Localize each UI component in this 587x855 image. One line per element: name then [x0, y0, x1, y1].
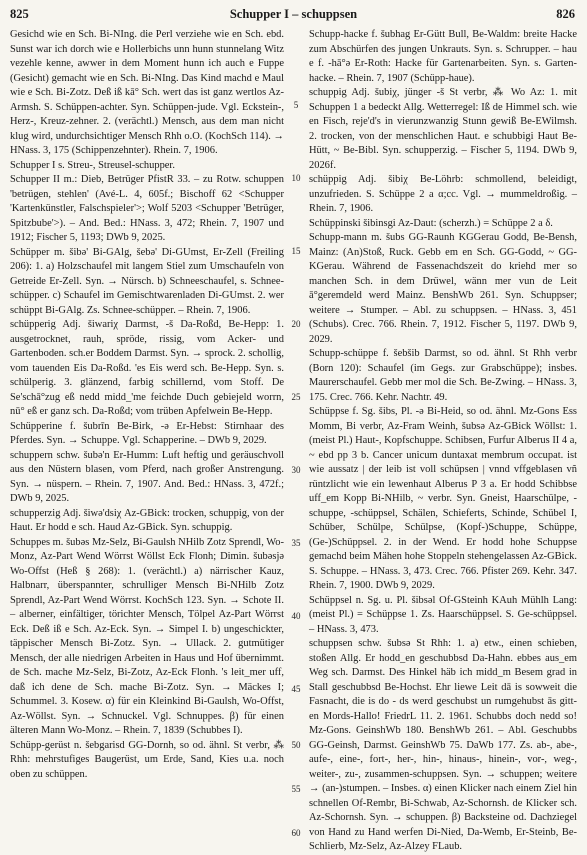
entry-paragraph: schupperzig Adj. šiwǝ'dsiχ Az-GBick: trocken, schuppig, von der Haut. Er hodd e sch. Haud Az-GBick. Syn. schuppig.	[10, 507, 284, 533]
line-number: 20	[291, 319, 301, 329]
line-number: 5	[293, 100, 299, 110]
entry-paragraph: Gesichd wie en Sch. Bi-NIng. die Perl verziehe wie en Sch. ebd. Sunst war ich dorch wie e Hollerbichs unn hunn stunnelang Witz vezehle kenne, awwer in dem Moment hunn ich auch e Fuppe (Gesicht) gemacht wie en Sch. Bi-NIng. Das Kind machd e Maul wie e Sch. Bi-Zotz. Deß iß kā° Sch. wert das ist ganz wertlos Az-Armsh. S. Schüppen-achter. Syn. Schüppen-jude. Vgl. Eckstein-, Herz-, Kreuz-zehner. 2. (verächtl.) Mensch, aus dem man nicht klug wird, undurchsichtiger Mensch Rhh o.O. (KochSch 114). → HNass. 3, 175 (Schippenzehnter). Rhein. 7, 1906.	[10, 29, 284, 156]
line-number-gutter	[287, 0, 305, 855]
line-number: 55	[291, 784, 301, 794]
entry-paragraph: Schupper I s. Streu-, Streusel-schupper.	[10, 159, 175, 171]
page-number-right: 826	[556, 7, 575, 21]
entry-paragraph: schüppig Adj. šibiχ Be-Löhrb: schmollend, beleidigt, unzufrieden. S. Schüppe 2 a α;cc. Vgl. → mummeldroßig. – Rhein. 7, 1906.	[309, 174, 577, 214]
entry-paragraph: schuppig Adj. šubiχ, jünger -š St verbr, ⁂ Wo Az: 1. mit Schuppen 1 a bedeckt Allg. Wetterregel: Iß de Himmel sch. wie en Fisch, reje'd's in vierunzwanzig Stunn gewiß Be-EWilmsh. 2. trocken, von der menschlichen Haut. e schubbigi Haut Be-Hütt, ~ Be-Bibl. Syn. schupperzig. – Fischer 5, 1194. DWb 9, 2026f.	[309, 87, 577, 171]
entry-paragraph: Schupp-mann m. šubs GG-Raunh KGGerau Godd, Be-Bensh, Mainz: (An)Stoß, Ruck. Gebb em en Sch. GG-Godd, ~ GG-KGerau. Während de Fassenachdszeit do kriehd mer so manchen Sch. in dem Drüwel, wänn mer vun de Leit ā°geremdeld werd Mainz. BenshWb 261. Syn. Schuppser; weitere → Stumper. – Abl. zu schuppsen. – HNass. 3, 451 (Schubs). Crec. 766. Rhein. 7, 1912. Fischer 5, 1197. DWb 9, 2029.	[309, 232, 577, 345]
entry-paragraph: Schüpper m. šibǝ' Bi-GAlg, šebǝ' Di-GUmst, Er-Zell (Freiling 206): 1. a) Holzschaufel mit langem Stiel zum Umschaufeln von Getreide Er-Zell. Syn. → Nürsch. b) Schneeschaufel, s. Schnee-schüpper. c) Schaufel im Gemischtwarenladen Di-GUmst. 2. wer schüppt Bi-GAlg. Zs. Schnee-schüpper. – Rhein. 7, 1906.	[10, 246, 284, 316]
line-number: 10	[291, 173, 301, 183]
line-number: 40	[291, 611, 301, 621]
running-head: Schupper I – schuppsen	[229, 7, 358, 21]
line-number: 45	[291, 684, 301, 694]
entry-paragraph: schüpperig Adj. šiwariχ Darmst, -š Da-Roßd, Be-Hepp: 1. ausgetrocknet, rauh, spröde, rissig, vom Acker- und Gartenboden. sch.er Boddem Darmst. Syn. → sprock. 2. schollig, vom tauenden Eis Da-Roßd. 'es Eis werd sch. Be-Hepp. Syn. s. schülperig. 3. glänzend, farbig schillernd, vom Stoff. De Se'schā°zug eß nedd midd_'me feichde Duch gebiejeld worrn, nū° eß er ganz sch. Da-Roßd; vom trüben Apfelwein Be-Hepp.	[10, 319, 284, 417]
entry-paragraph: schuppern schw. šubǝ'n Er-Humm: Luft heftig und geräuschvoll aus den Nüstern blasen, vom Pferd, nach großer Anstrengung. Syn. → nüspern. – Rhein. 7, 1907. And. Bed.: HNass. 3, 472f.; DWb 9, 2025.	[10, 449, 284, 504]
right-column	[309, 28, 577, 852]
line-number: 60	[291, 828, 301, 838]
entry-paragraph: Schupper II m.: Dieb, Betrüger PfistR 33. – zu Rotw. schuppen 'betrügen, stehlen' (Avé-L. 4, 605f.; Bischoff 62 <Schupper 'Kartenkünstler, Falschspieler'>; Wolf 5203 <Schupper 'Betrüger, Spitzbube'>). – And. Bed.: HNass. 3, 472; Rhein. 7, 1907 und 1912; Fischer 5, 1193; DWb 9, 2025.	[10, 174, 284, 243]
entry-paragraph: Schüpp-gerüst n. šebgarisd GG-Dornh, so od. ähnl. St verbr, ⁂ Rhh: mehrstufiges Baugerüst, um Erde, Sand, Kies u.a. noch oben zu schüppen.	[10, 739, 284, 780]
line-number: 35	[291, 538, 301, 548]
entry-paragraph: Schüpperine f. šubrīn Be-Birk, -ǝ Er-Hebst: Stirnhaar des Pferdes. Syn. → Schuppe. Vgl. Schapperine. – DWb 9, 2029.	[10, 420, 284, 446]
entry-paragraph: Schüppse f. Sg. šibs, Pl. -ǝ Bi-Heid, so od. ähnl. Mz-Gons Ess Momm, Bi verbr, Az-Fram Weinh, šubsǝ Az-GBick Wöllst: 1. (meist Pl.) Haut-, Kopfschuppe. Schibsen, Furfur Alberus II 4 a, ~ ebd pp 3 b. Cancer unicum duntaxat membrum occupat. ist wie aussatz | der leib ist voll schüpsen | vnnd vffgeblasen vñ rüntzlicht wie ein lewenhaut Alberus P 3 a. Er hodd Schibbse uff_em Kopp Bi-NHilb, ~ verbr. Syn. Gneist, Haarschülpe, -schuppe, -schüppsel, Schälen, Schieferts, Schinde, Schübel I, Schüber, Schülpe, Schülpse, (Kopf-)Schuppe, Schüppe, (Ge-)Schüppsel. 2. in der Wend. Er hodd hohe Schuppse gemachd beim Mähen hohe Stoppeln stehengelassen Az-GBick. S. Schuppe. – HNass. 3, 473. Crec. 766. Pfister 269. Kehr. 347. Rhein. 7, 1900. DWb 9, 2029.	[309, 406, 577, 591]
left-column	[10, 28, 284, 846]
entry-paragraph: Schupp-hacke f. šubhag Er-Gütt Bull, Be-Waldm: breite Hacke zum Abschürfen des jungen Unkrauts. Syn. s. Schrupper. – hau e f. -hā°ǝ Er-Roth: Hacke für Gartenarbeiten. Syn. s. Garten-hacke. – Rhein. 7, 1907 (Schüpp-haue).	[309, 29, 577, 84]
page-number-left: 825	[10, 7, 29, 21]
entry-paragraph: Schuppes m. šubǝs Mz-Selz, Bi-Gaulsh NHilb Zotz Sprendl, Wo-Monz, Az-Part Wend Wörrst Wöllst Eck Flonh; Dimin. šubǝsjǝ Wo-Offst (Heß § 268): 1. (verächtl.) a) närrischer Kauz, Halbnarr, überspannter, schrulliger Mensch Bi-NHilb Zotz Sprendl, Az-Part Wend Wörrst. KochSch 123. Syn. → Schote II. – alberner, einfältiger, törichter Mensch, Tölpel Az-Part Wörrst Eck. Deß iß e Sch. Az-Eck. Syn. → Simpel I. b) ungeschickter, täppischer Mensch Bi-Zotz. Syn. → Ullack. 2. gutmütiger Mensch, der alle niedrigen Arbeiten in Haus und Hof übernimmt. de Sch. mache Mz-Selz, Bi-Zotz, Az-Eck Flonh. 's leit_mer uff, daß ich dene de Sch. mache Bi-Zotz. Syn. → Mäckes I; Schummel. 3. Kosew. α) für ein Kleinkind Bi-Gaulsh, Wo-Offst, Az-Wöllst. Syn. → Schnuckel. Vgl. Schnuppes. β) für einen älteren Mann Wo-Monz. – Rhein. 7, 1839 (Schubbes I).	[10, 536, 284, 736]
entry-paragraph: Schüppinski šibinsgi Az-Daut: (scherzh.) = Schüppe 2 a δ.	[309, 217, 553, 229]
line-number: 15	[291, 246, 301, 256]
line-number: 50	[291, 740, 301, 750]
line-number: 30	[291, 465, 301, 475]
entry-paragraph: schuppsen schw. šubsǝ St Rhh: 1. a) etw., einen schieben, stoßen Allg. Er hodd_en geschubbsd Da-Hahn. ebbes aus_em Weg sch. Darmst. Des Hinkel häb ich midd_m Besem grad in Stall geschubbsd Be-Hochst. Ehr liewe Leit dā is sowweit die Fasnacht, die is do - ds werd geschubst un rumgehubst ās gitt-en Mords-Hallo! FriedrL 11. 2. 1961. Schubbs doch nedd so! Mz-Gons. GeinshWb 180. BenshWb 261. – Abl. Geschubbs GG-Geinsh, Darmst. GeinshWb 75. DaWb 177. Zs. ab-, abe-, aufe-, eine-, fort-, her-, hin-, hinaus-, hinein-, vor-, weg-, weiter-, zu-, zusammen-schuppsen. Syn. → schuppen; weitere → (an-)stumpen. – Insbes. α) einen Klicker nach einem Ziel hin schnellen Of-Rembr, Bi-Schwab, Az-Schornsh. de Klicker sch. Az-Schornsh. Syn. → schuppen. β) Backsteine od. Dachziegel von Hand zu Hand werfen Di-Nied, Da-Wemb, Er-Steinb, Be-Schlierb, Mz-Selz, Az-Alzey FLaub.	[309, 638, 577, 852]
entry-paragraph: Schupp-schüppe f. šebšib Darmst, so od. ähnl. St Rhh verbr (Born 120): Schaufel (im Gegs. zur Grabschüppe); insbes. Maurerschaufel. Gebb mer mol die Sch. Be-Zwing. – HNass. 3, 175. Crec. 766. Kehr. Nachtr. 49.	[309, 348, 577, 403]
line-number: 25	[291, 392, 301, 402]
entry-paragraph: Schüppsel n. Sg. u. Pl. šibsǝl Of-GSteinh KAuh Mühlh Lang: (meist Pl.) = Schüppse 1. Zs. Haarschüppsel. S. Ge-schüppsel. – HNass. 3, 473.	[309, 594, 577, 635]
